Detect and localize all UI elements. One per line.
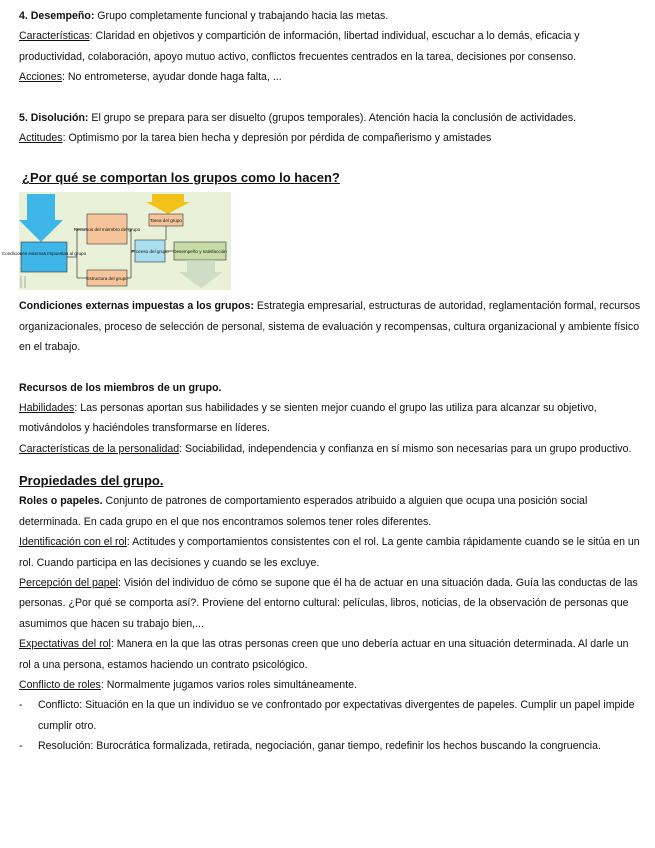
diagram-box-structure-label: Estructura del grupo (86, 276, 128, 282)
stage5-text: El grupo se prepara para ser disuelto (grupos temporales). Atención hacia la conclusión de actividades. (88, 111, 577, 124)
conflict-text: : Normalmente jugamos varios roles simultáneamente. (100, 678, 357, 691)
diagram-box-top-label: Tarea del grupo (150, 218, 182, 224)
conflict-list (19, 695, 641, 756)
roles-text: Conjunto de patrones de comportamiento esperados atribuido a alguien que ocupa una posición social determinada. En cada grupo en el que nos encontramos solemos tener roles diferentes. (19, 495, 588, 528)
resources-title: Recursos de los miembros de un grupo. (19, 381, 222, 394)
roles-title: Roles o papeles. (19, 495, 103, 508)
external-conditions-title: Condiciones externas impuestas a los grupos: (19, 300, 254, 313)
diagram-box-resources-label: Recursos del miembro del grupo (73, 227, 141, 233)
expectations-text: : Manera en la que las otras personas creen que uno debería actuar en una situación determinada. Al darle un rol a una persona, estamos haciendo un contrato psicológico. (19, 638, 629, 671)
list-item-text: Conflicto: Situación en la que un individuo se ve confrontado por expectativas divergentes de papeles. Cumplir un papel impide cumplir otro. (38, 699, 635, 732)
stage4-title: 4. Desempeño: (19, 10, 95, 22)
stage4-paragraph (19, 6, 641, 26)
perception-text: : Visión del individuo de cómo se supone que él ha de actuar en una situación dada. Guía las conductas de las personas. ¿Por qué se comporta así?. Proviene del entorno cultural: películas, libros, noticias, de la observación de personas que asumimos que hacen su trabajo bien,... (19, 576, 638, 630)
stage5-attitudes (19, 128, 641, 148)
skills-label: Habilidades (19, 402, 75, 415)
stage4-characteristics-text: : Claridad en objetivos y compartición de información, libertad individual, escuchar a lo demás, eficacia y productividad, colaboración, apoyo mutuo activo, conflictos frecuentes centrados en la tarea, decisiones por consenso. (19, 30, 580, 63)
skills-paragraph (19, 398, 641, 439)
list-item-text: Resolución: Burocrática formalizada, retirada, negociación, ganar tiempo, redefinir los hechos buscando la congruencia. (38, 740, 601, 753)
list-item (19, 736, 641, 756)
expectations-label: Expectativas del rol (19, 638, 111, 651)
diagram-box-external (21, 242, 67, 272)
diagram-box-process-label: Proceso del grupo (131, 249, 169, 255)
expectations-paragraph (19, 634, 641, 675)
conflict-paragraph (19, 675, 641, 695)
stage4-actions-label: Acciones (19, 71, 62, 84)
external-conditions-text: Estrategia empresarial, estructuras de autoridad, reglamentación formal, recursos organizacionales, proceso de selección de personal, sistema de evaluación y recompensas, cultura organizacional y ambiente físico en el trabajo. (19, 300, 641, 354)
list-item (19, 695, 641, 736)
resources-title-line (19, 378, 641, 398)
group-behavior-diagram (1, 192, 231, 290)
stage5-paragraph (19, 108, 641, 128)
stage5-title: 5. Disolución: (19, 111, 89, 124)
stage4-characteristics-label: Características (19, 30, 90, 43)
properties-heading: Propiedades del grupo. (19, 473, 164, 489)
document-page (1, 6, 641, 757)
stage4-text: Grupo completamente funcional y trabajando hacia las metas. (94, 10, 389, 22)
dash-marker: - (19, 699, 23, 712)
perception-paragraph (19, 573, 641, 634)
external-conditions-paragraph (19, 296, 641, 357)
identification-text: : Actitudes y comportamientos consistentes con el rol. La gente cambia rápidamente cuando se le sitúa en un rol. Cuando participa en las decisiones y cuando se les excluye. (19, 536, 640, 569)
diagram-box-external-label: Condiciones externas impuestas al grupo (1, 251, 87, 257)
personality-text: : Sociabilidad, independencia y confianza en sí mismo son necesarias para un grupo productivo. (179, 442, 632, 455)
dash-marker: - (19, 740, 23, 753)
stage5-attitudes-label: Actitudes (19, 132, 63, 145)
skills-text: : Las personas aportan sus habilidades y se sienten mejor cuando el grupo las utiliza para alcanzar su objetivo, motivándolos y haciéndoles transformarse en líderes. (19, 402, 597, 435)
personality-label: Características de la personalidad (19, 442, 180, 455)
diagram-box-result-label: Desempeño y satisfacción (173, 249, 227, 255)
stage4-actions-text: : No entrometerse, ayudar donde haga falta, ... (62, 71, 282, 84)
stage4-characteristics (19, 26, 641, 67)
conflict-label: Conflicto de roles (19, 678, 101, 691)
roles-paragraph (19, 491, 641, 532)
stage5-attitudes-text: : Optimismo por la tarea bien hecha y depresión por pérdida de compañerismo y amistades (62, 132, 492, 145)
perception-label: Percepción del papel (19, 576, 118, 589)
identification-label: Identificación con el rol (19, 536, 127, 549)
why-heading: ¿Por qué se comportan los grupos como lo hacen? (22, 170, 340, 186)
personality-paragraph (19, 439, 641, 459)
identification-paragraph (19, 532, 641, 573)
stage4-actions (19, 67, 641, 87)
